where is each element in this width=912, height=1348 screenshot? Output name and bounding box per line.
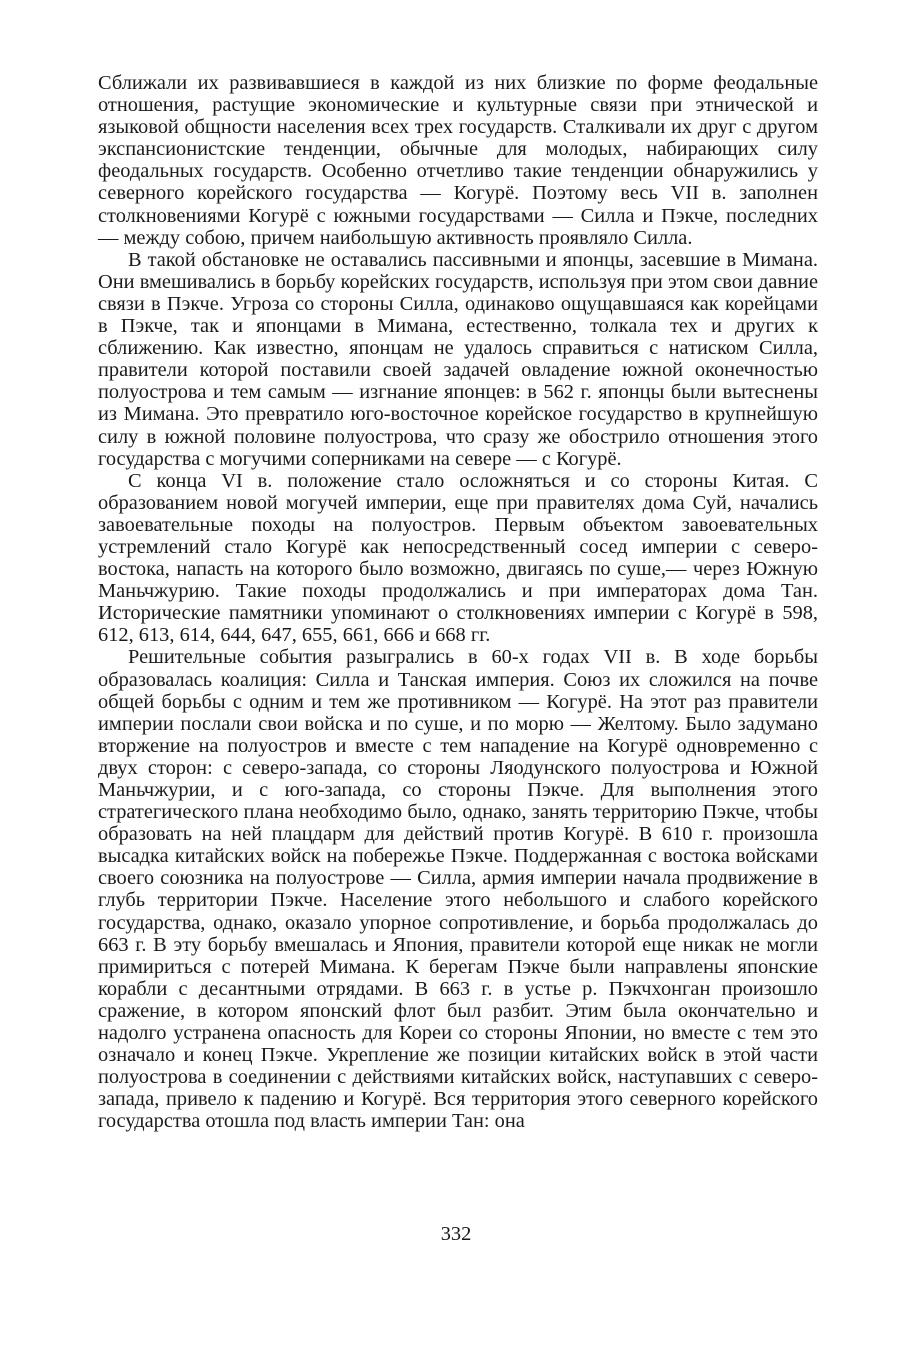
page-body [98, 72, 818, 1133]
page-number: 332 [440, 1223, 472, 1245]
paragraph-1: Сближали их развивавшиеся в каждой из них близкие по форме феодальные отношения, растущие экономические и культурные связи при этнической и языковой общности населения всех трех государств. Сталкивали их друг с другом экспансионистские тенденции, обычные для молодых, набирающих силу феодальных государств. Особенно отчетливо такие тенденции обнаружились у северного корейского государства — Когурё. Поэтому весь VII в. заполнен столкновениями Когурё с южными государствами — Силла и Пэкче, последних — между собою, причем наибольшую активность проявляло Силла. [98, 72, 818, 249]
paragraph-4: Решительные события разыгрались в 60-х годах VII в. В ходе борьбы образовалась коалиция: Силла и Танская империя. Союз их сложился на почве общей борьбы с одним и тем же противником — Когурё. На этот раз правители империи послали свои войска и по суше, и по морю — Желтому. Было задумано вторжение на полуостров и вместе с тем нападение на Когурё одновременно с двух сторон: с северо-запада, со стороны Ляодунского полуострова и Южной Маньчжурии, и с юго-запада, со стороны Пэкче. Для выполнения этого стратегического плана необходимо было, однако, занять территорию Пэкче, чтобы образовать на ней плацдарм для действий против Когурё. В 610 г. произошла высадка китайских войск на побережье Пэкче. Поддержанная с востока войсками своего союзника на полуострове — Силла, армия империи начала продвижение в глубь территории Пэкче. Население этого небольшого и слабого корейского государства, однако, оказало упорное сопротивление, и борьба продолжалась до 663 г. В эту борьбу вмешалась и Япония, правители которой еще никак не могли примириться с потерей Мимана. К берегам Пэкче были направлены японские корабли с десантными отрядами. В 663 г. в устье р. Пэкчхонган произошло сражение, в котором японский флот был разбит. Этим была окончательно и надолго устранена опасность для Кореи со стороны Японии, но вместе с тем это означало и конец Пэкче. Укрепление же позиции китайских войск в этой части полуострова в соединении с действиями китайских войск, наступавших с северо-запада, привело к падению и Когурё. Вся территория этого северного корейского государства отошла под власть империи Тан: она [98, 646, 818, 1133]
paragraph-3: С конца VI в. положение стало осложняться и со стороны Китая. С образованием новой могучей империи, еще при правителях дома Суй, начались завоевательные походы на полуостров. Первым объектом завоевательных устремлений стало Когурё как непосредственный сосед империи с северо-востока, напасть на которого было возможно, двигаясь по суше,— через Южную Маньчжурию. Такие походы продолжались и при императорах дома Тан. Исторические памятники упоминают о столкновениях империи с Когурё в 598, 612, 613, 614, 644, 647, 655, 661, 666 и 668 гг. [98, 469, 818, 647]
paragraph-2: В такой обстановке не оставались пассивными и японцы, засевшие в Мимана. Они вмешивались в борьбу корейских государств, используя при этом свои давние связи в Пэкче. Угроза со стороны Силла, одинаково ощущавшаяся как корейцами в Пэкче, так и японцами в Мимана, естественно, толкала тех и других к сближению. Как известно, японцам не удалось справиться с натиском Силла, правители которой поставили своей задачей овладение южной оконечностью полуострова и тем самым — изгнание японцев: в 562 г. японцы были вытеснены из Мимана. Это превратило юго-восточное корейское государство в крупнейшую силу в южной половине полуострова, что сразу же обострило отношения этого государства с могучими соперниками на севере — с Когурё. [98, 248, 818, 470]
